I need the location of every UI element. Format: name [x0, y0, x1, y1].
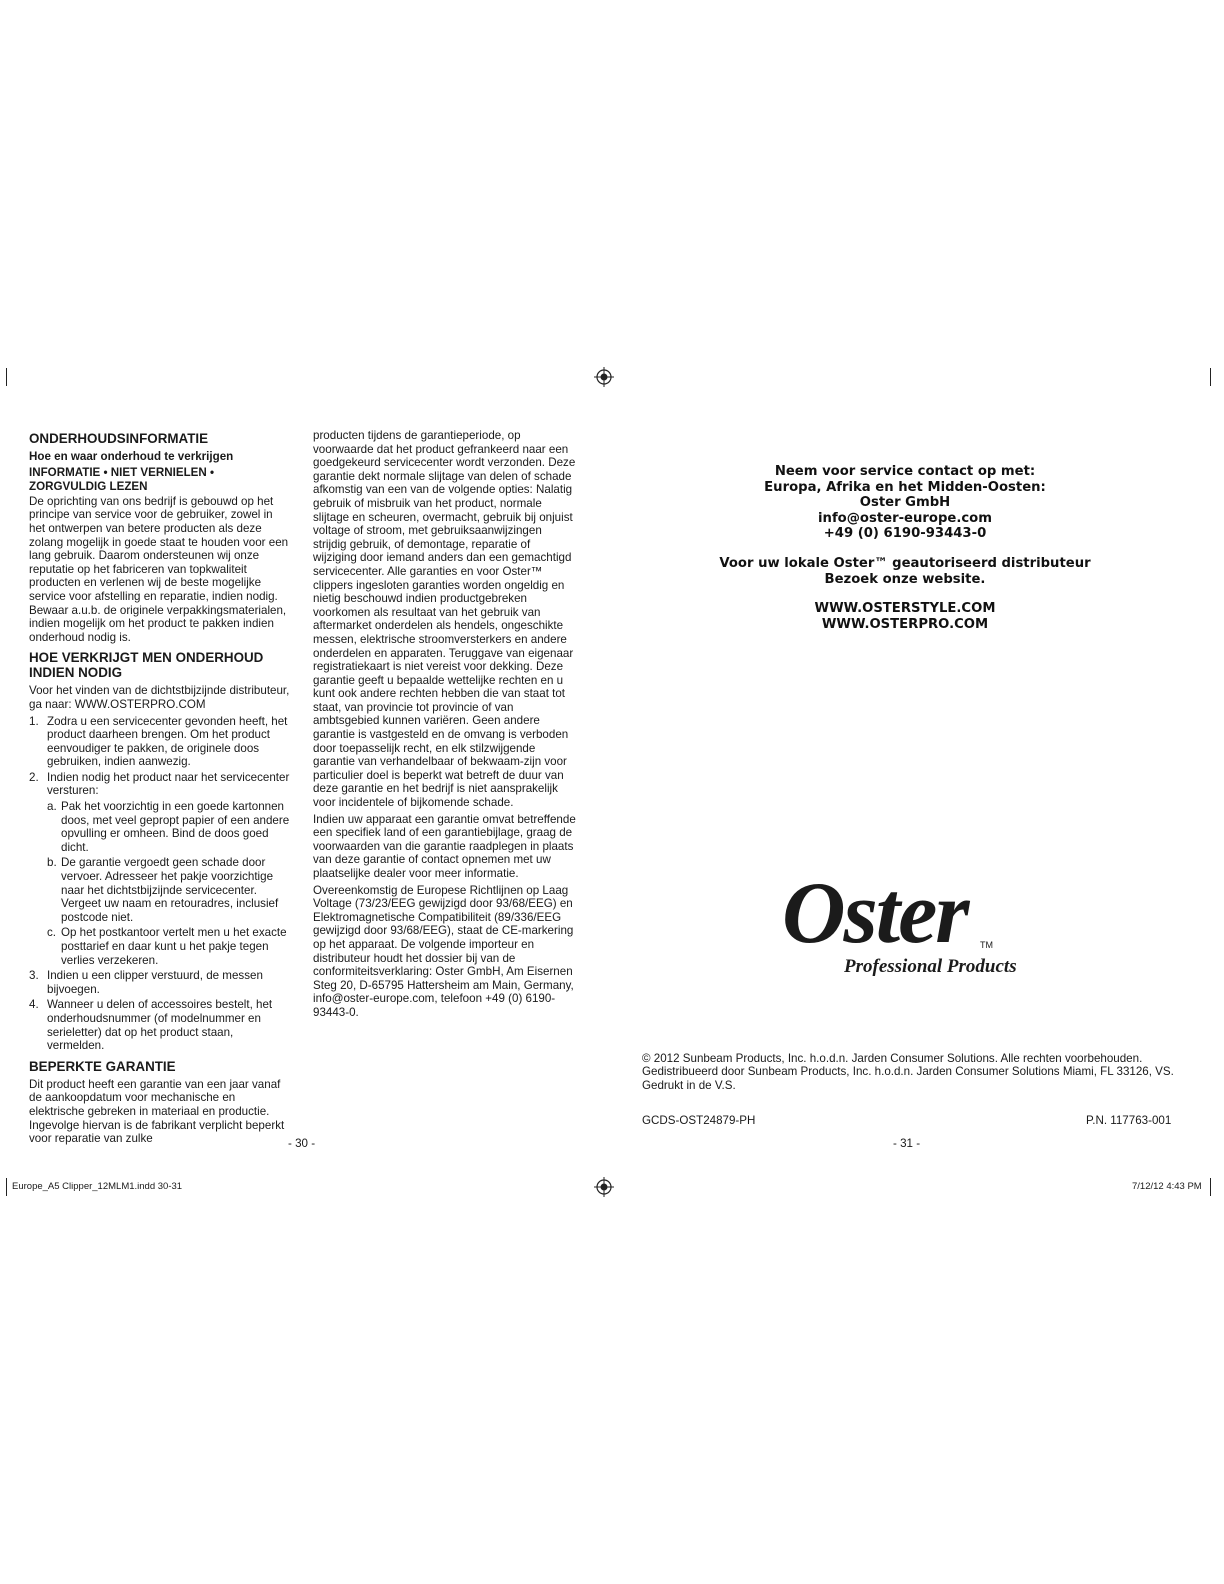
contact-line-1: Neem voor service contact op met: [774, 464, 1036, 479]
maintenance-heading: ONDERHOUDSINFORMATIE [29, 431, 209, 446]
contact-phone: +49 (0) 6190-93443-0 [823, 526, 987, 542]
crop-mark-bottom-right [1210, 1178, 1211, 1196]
crop-mark-bottom-left [6, 1178, 7, 1196]
list-item [29, 715, 291, 769]
service-section-heading: HOE VERKRIJGT MEN ONDERHOUD INDIEN NODIG [29, 650, 264, 681]
page-number-left: - 30 - [288, 1137, 316, 1150]
list-text: Indien u een clipper verstuurd, de messen bijvoegen. [47, 969, 263, 996]
intro-paragraph: De oprichting van ons bedrijf is gebouwd op het principe van service voor de gebruiker, zowel in het ontwerpen van betere producten als deze zolang mogelijk in goede staat te houden voor een lang gebruik. Daarom ondersteunen wij onze reputatie op het fabriceren van topkwaliteit producten en verlenen wij de beste mogelijke service voor afstelling en reparatie, indien nodig. Bewaar a.u.b. de originele verpakkingsmaterialen, indien mogelijk om het product te pakken indien onderhoud nodig is. [29, 494, 289, 644]
contact-company: Oster GmbH [859, 495, 951, 511]
website-2: WWW.OSTERPRO.COM [821, 616, 989, 632]
sub-list-item [47, 800, 291, 854]
sub-list-letter: b. [47, 856, 57, 870]
service-contact-block [700, 464, 1110, 632]
left-page-column-1 [29, 429, 291, 1149]
document-code: GCDS-OST24879-PH [642, 1114, 756, 1127]
warranty-paragraph-continued: producten tijdens de garantieperiode, op voorwaarde dat het product gefrankeerd naar een goedgekeurd servicecenter wordt verzonden. Deze garantie dekt normale slijtage van delen of schade afkomstig van een van de volgende opties: Nalatig gebruik of misbruik van het product, normale slijtage en scheuren, overmacht, gebruik bij onjuist voltage of stroom, met gebruiksaanwijzingen strijdig gebruik, of demontage, reparatie of wijziging door iemand anders dan een gemachtigd servicecenter. Alle garanties en voor Oster™ clippers ingesloten garanties worden ongeldig en nietig beschouwd indien productgebreken voorkomen als resultaat van het gebruik van aftermarket onderdelen als hendels, ongeschikte messen, elektrische stroomversterkers en andere onderdelen en apparaten. Teruggave van eigenaar registratiekaart is niet vereist voor dekking. Deze garantie geeft u bepaalde wettelijke rechten en u kunt ook andere rechten hebben die van staat tot staat, van provincie tot provincie of van ambtsgebied kunnen variëren. Geen andere garantie is vastgesteld en de omvang is verboden door toepasselijk recht, en elk stilzwijgende garantie van verhandelbaar of bekwaam-zijn voor particulier doel is beperkt wat betreft de duur van deze garantie en het bedrijf is niet aansprakelijk voor incidentele of bijkomende schade. [313, 429, 576, 810]
warranty-heading: BEPERKTE GARANTIE [29, 1058, 176, 1074]
oster-logo-wordmark: Oster [782, 865, 968, 962]
list-number: 1. [29, 714, 39, 728]
notice-line-2: ZORGVULDIG LEZEN [29, 480, 148, 494]
list-text: Wanneer u delen of accessoires bestelt, het onderhoudsnummer (of modelnummer en serieletter) dat op het product staan, vermelden. [47, 998, 273, 1053]
oster-logo [782, 865, 1052, 983]
list-text: Zodra u een servicecenter gevonden heeft, het product daarheen brengen. Om het product eenvoudiger te pakken, de originele doos gebruiken, indien aanwezig. [47, 714, 288, 769]
sub-list-letter: a. [47, 800, 57, 814]
print-slug-filename: Europe_A5 Clipper_12MLM1.indd 30-31 [12, 1181, 183, 1192]
crop-mark-right [1210, 368, 1211, 386]
ce-compliance-paragraph: Overeenkomstig de Europese Richtlijnen op Laag Voltage (73/23/EEG gewijzigd door 93/68/EEG) en Elektromagnetische Compatibiliteit (89/336/EEG gewijzigd door 93/68/EEG), staat de CE-markering op het apparaat. De volgende importeur en distributeur houdt het dossier bij van de conformiteitsverklaring: Oster GmbH, Am Eisernen Steg 20, D-65795 Hattersheim am Main, Germany, info@oster-europe.com, telefoon +49 (0) 6190-93443-0. [313, 883, 574, 1019]
website-1: WWW.OSTERSTYLE.COM [814, 601, 996, 617]
sub-list-text: Op het postkantoor vertelt men u het exacte posttarief en daar kunt u het pakje tegen verlies verzekeren. [61, 926, 287, 967]
distributor-line-1: Voor uw lokale Oster™ geautoriseerd distributeur [719, 555, 1091, 571]
crop-mark-left [6, 368, 7, 386]
notice-line-1: INFORMATIE • NIET VERNIELEN • [29, 465, 215, 479]
warranty-paragraph-start: Dit product heeft een garantie van een jaar vanaf de aankoopdatum voor mechanische en elektrische gebreken in materiaal en productie. Ingevolge hiervan is de fabrikant verplicht beperkt voor reparatie van zulke [29, 1077, 285, 1146]
list-number: 3. [29, 969, 39, 983]
part-number: P.N. 117763-001 [1086, 1114, 1172, 1127]
registration-mark-bottom-icon [594, 1177, 614, 1197]
distributor-line-2: Bezoek onze website. [824, 571, 986, 587]
list-number: 2. [29, 770, 39, 784]
left-page-column-2 [313, 429, 577, 1023]
sub-list-text: Pak het voorzichtig in een goede kartonnen doos, met veel gepropt papier of een andere opvulling er omheen. Bind de doos goed dicht. [61, 800, 290, 854]
maintenance-subheading: Hoe en waar onderhoud te verkrijgen [29, 450, 234, 463]
oster-logo-tagline: Professional Products [844, 956, 1017, 977]
oster-logo-tm: TM [980, 940, 993, 950]
page-number-right: - 31 - [893, 1137, 921, 1150]
service-section-intro: Voor het vinden van de dichtstbijzijnde distributeur, ga naar: WWW.OSTERPRO.COM [29, 684, 290, 711]
print-slug-datetime: 7/12/12 4:43 PM [1132, 1181, 1202, 1192]
registration-mark-top-icon [594, 367, 614, 387]
list-number: 4. [29, 998, 39, 1012]
sub-list-item [47, 856, 291, 924]
list-item [29, 969, 291, 996]
sub-list-text: De garantie vergoedt geen schade door vervoer. Adresseer het pakje voorzichtige naar het dichtstbijzijnde servicecenter. Vergeet uw naam en retouradres, inclusief postcode niet. [61, 856, 279, 924]
list-item [29, 771, 291, 798]
list-text: Indien nodig het product naar het servicecenter versturen: [47, 770, 290, 798]
sub-list-letter: c. [47, 926, 57, 940]
sub-list-item [47, 926, 291, 967]
contact-line-2: Europa, Afrika en het Midden-Oosten: [764, 479, 1046, 495]
country-warranty-paragraph: Indien uw apparaat een garantie omvat betreffende een specifiek land of een garantiebijlage, graag de voorwaarden van die garantie raadplegen in plaats van deze garantie of contact opnemen met uw plaatselijke dealer voor meer informatie. [313, 812, 576, 880]
contact-email: info@oster-europe.com [818, 510, 992, 526]
list-item [29, 998, 291, 1052]
copyright-notice: © 2012 Sunbeam Products, Inc. h.o.d.n. Jarden Consumer Solutions. Alle rechten voorbehouden. Gedistribueerd door Sunbeam Products, Inc. h.o.d.n. Jarden Consumer Solutions Miami, FL 33126, VS. Gedrukt in de V.S. [642, 1052, 1174, 1092]
